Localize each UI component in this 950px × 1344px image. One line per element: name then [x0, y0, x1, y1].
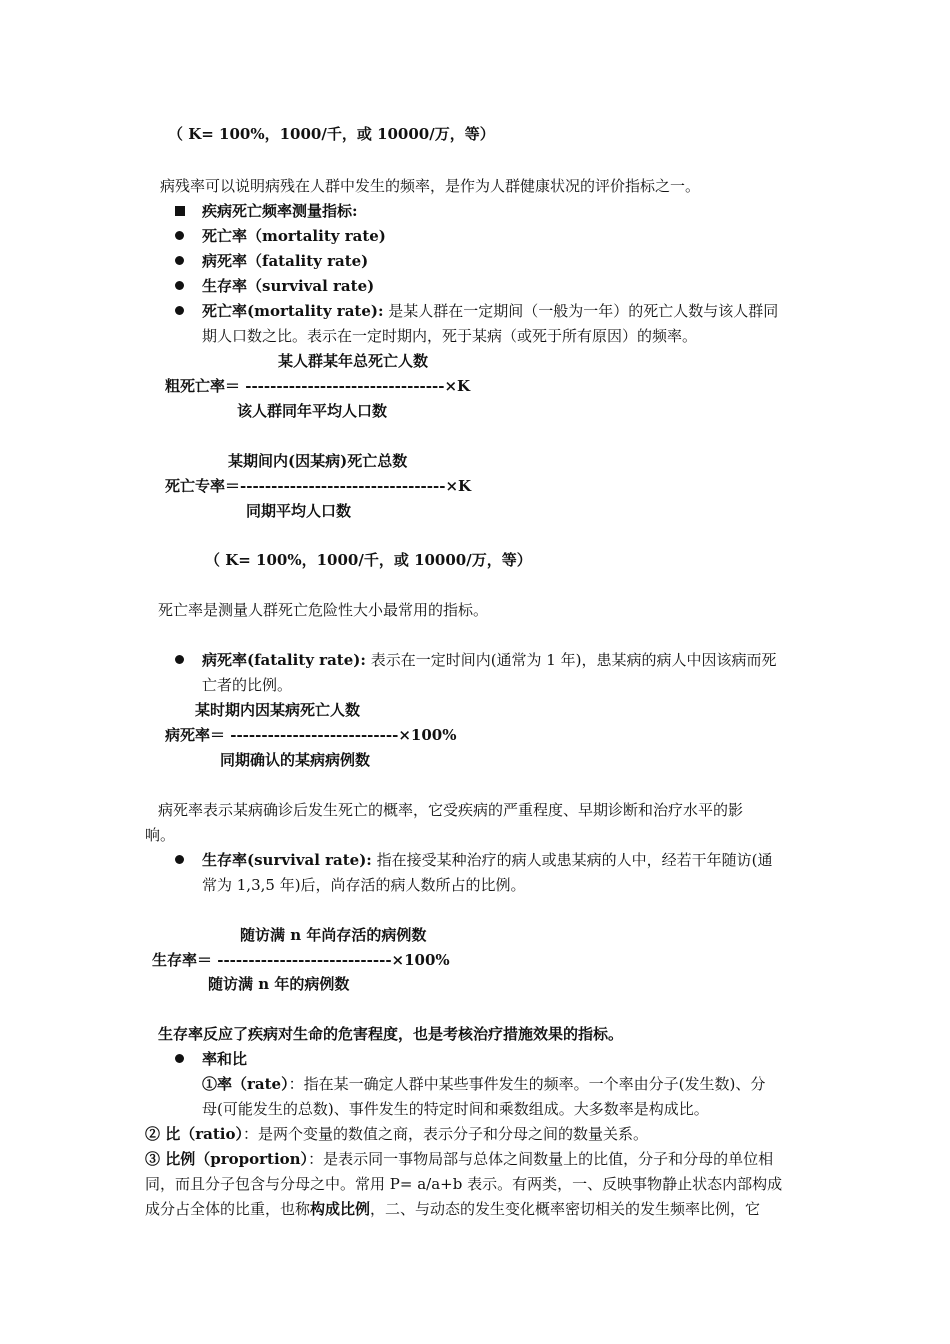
- crude-formula-denominator: 该人群同年平均人口数: [237, 402, 388, 420]
- bullet-icon: [175, 281, 184, 290]
- crude-formula-numerator: 某人群某年总死亡人数: [278, 352, 429, 370]
- rate-definition-text: ：指在某一确定人群中某些事件发生的频率。一个率由分子(发生数)、分: [288, 1075, 766, 1093]
- square-bullet-icon: [175, 206, 185, 216]
- fatality-summary-line1: 病死率表示某病确诊后发生死亡的概率，它受疾病的严重程度、早期诊断和治疗水平的影: [158, 801, 744, 819]
- proportion-item-line2: 同，而且分子包含与分母之中。常用 P= a/a+b 表示。有两类，一、反映事物静止状态内部构成: [145, 1175, 783, 1193]
- survival-summary: 生存率反应了疾病对生命的危害程度，也是考核治疗措施效果的指标。: [158, 1025, 624, 1043]
- fatality-term: 病死率(fatality rate):: [202, 651, 366, 669]
- list-item-survival: 生存率（survival rate): [202, 277, 375, 295]
- specific-formula-numerator: 某期间内(因某病)死亡总数: [228, 452, 408, 470]
- death-indicators-heading: 疾病死亡频率测量指标:: [202, 202, 358, 220]
- bullet-icon: [175, 1054, 184, 1063]
- bullet-icon: [175, 306, 184, 315]
- list-item-fatality: 病死率（fatality rate): [202, 252, 369, 270]
- mortality-term: 死亡率(mortality rate):: [202, 302, 384, 320]
- composition-ratio-term: 构成比例: [310, 1200, 371, 1218]
- survival-formula-denominator: 随访满 n 年的病例数: [208, 975, 350, 993]
- fatality-definition-line1: [202, 650, 776, 670]
- specific-formula-line: 死亡专率＝---------------------------------×K: [165, 477, 472, 495]
- fatality-definition-text: 表示在一定时间内(通常为 1 年)，患某病的病人中因该病而死: [365, 651, 777, 669]
- rate-term: ①率（rate）: [202, 1075, 289, 1093]
- survival-term: 生存率(survival rate):: [202, 851, 372, 869]
- proportion-term: ③ 比例（proportion）: [145, 1150, 309, 1168]
- bullet-icon: [175, 655, 184, 664]
- proportion-item-line3: [145, 1199, 760, 1219]
- rate-item-line2: 母(可能发生的总数)、事件发生的特定时间和乘数组成。大多数率是构成比。: [202, 1100, 709, 1118]
- ratio-term: ② 比（ratio）: [145, 1125, 243, 1143]
- mortality-summary: 死亡率是测量人群死亡危险性大小最常用的指标。: [158, 601, 489, 619]
- k-note-1: （ K= 100%，1000/千，或 10000/万，等）: [168, 125, 495, 143]
- list-item-mortality: 死亡率（mortality rate): [202, 227, 386, 245]
- fatality-formula-line: 病死率＝ ---------------------------×100%: [165, 726, 457, 744]
- mortality-definition-text: 是某人群在一定期间（一般为一年）的死亡人数与该人群同: [383, 302, 779, 320]
- k-note-2: （ K= 100%，1000/千，或 10000/万，等）: [205, 551, 532, 569]
- rate-ratio-heading: 率和比: [202, 1050, 248, 1068]
- survival-definition-line1: [202, 850, 772, 870]
- mortality-definition-line2: 期人口数之比。表示在一定时期内，死于某病（或死于所有原因）的频率。: [202, 327, 698, 345]
- ratio-item-line: [145, 1124, 648, 1144]
- bullet-icon: [175, 231, 184, 240]
- survival-formula-numerator: 随访满 n 年尚存活的病例数: [240, 926, 427, 944]
- ratio-definition-text: ：是两个变量的数值之商，表示分子和分母之间的数量关系。: [242, 1125, 648, 1143]
- rate-item-line1: [202, 1074, 765, 1094]
- disability-note: 病残率可以说明病残在人群中发生的频率，是作为人群健康状况的评价指标之一。: [160, 177, 701, 195]
- proportion-text-a: 成分占全体的比重，也称: [145, 1200, 311, 1218]
- bullet-icon: [175, 855, 184, 864]
- fatality-summary-line2: 响。: [145, 826, 176, 844]
- proportion-text-c: ，二、与动态的发生变化概率密切相关的发生频率比例，它: [370, 1200, 761, 1218]
- proportion-definition-text: ：是表示同一事物局部与总体之间数量上的比值，分子和分母的单位相: [308, 1150, 774, 1168]
- fatality-formula-denominator: 同期确认的某病病例数: [220, 751, 371, 769]
- crude-formula-line: 粗死亡率＝ --------------------------------×K: [165, 377, 471, 395]
- proportion-item-line1: [145, 1149, 773, 1169]
- survival-definition-line2: 常为 1,3,5 年)后，尚存活的病人数所占的比例。: [202, 876, 526, 894]
- survival-formula-line: 生存率＝ ----------------------------×100%: [152, 951, 450, 969]
- specific-formula-denominator: 同期平均人口数: [246, 502, 352, 520]
- fatality-formula-numerator: 某时期内因某病死亡人数: [195, 701, 361, 719]
- fatality-definition-line2: 亡者的比例。: [202, 676, 293, 694]
- bullet-icon: [175, 256, 184, 265]
- survival-definition-text: 指在接受某种治疗的病人或患某病的人中，经若干年随访(通: [371, 851, 773, 869]
- mortality-definition-line1: [202, 301, 778, 321]
